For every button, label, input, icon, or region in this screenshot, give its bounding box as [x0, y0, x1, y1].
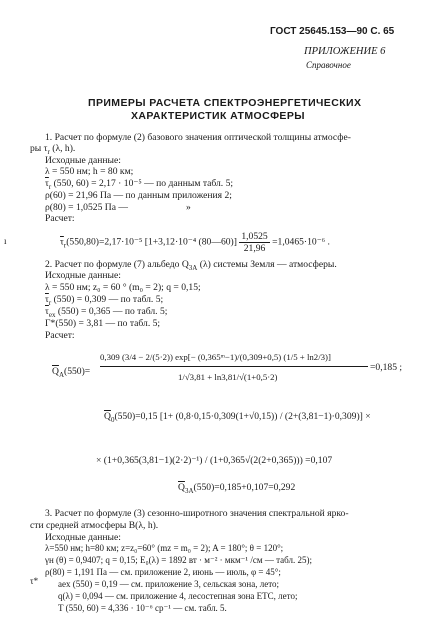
- s3-intro-1: 3. Расчет по формуле (3) сезонно-широтного значения спектральной ярко-: [45, 508, 349, 519]
- s3-data-5: q(λ) = 0,094 — см. приложение 4, лесостепная зона ЕТС, лето;: [58, 591, 298, 601]
- qa-fraction-bar: [100, 366, 368, 367]
- s3-intro-2: сти средней атмосферы B(λ, h).: [30, 520, 159, 531]
- s1-given: Исходные данные:: [45, 155, 121, 166]
- s1-intro-2: ры $\tau_r$ (λ, h).: [30, 143, 76, 156]
- s3-data-6: T (550, 60) = 4,336 · 10⁻⁶ ср⁻¹ — см. табл. 5.: [58, 603, 227, 613]
- q0-formula: $\overline{Q}_0(550)=0,15$ [1+ (0,8·0,15·0,309(1+√0,15)) / (2+(3,81−1)·0,309)] ×: [104, 411, 371, 424]
- title-line-2: ХАРАКТЕРИСТИК АТМОСФЕРЫ: [131, 110, 305, 122]
- s2-data-1: λ = 550 нм; z₀ = 60 ° (m₀ = 2); q = 0,15;: [45, 282, 201, 293]
- s3-data-4: aeх (550) = 0,19 — см. приложение 3, сельская зона, лето;: [58, 579, 280, 589]
- times-formula: × (1+0,365(3,81−1)(2·2)⁻¹) / (1+0,365√(2(2+0,365))) =0,107: [96, 455, 333, 466]
- s2-data-3: $\overline{\tau}_{ex}$ (550) = 0,365 — по табл. 5;: [45, 306, 168, 319]
- s1-formula: $\overline{\tau}_r(550,80)=2,17\cdot 10^{-5}$ [1+3,12·10⁻⁴ (80—60)] $\frac{1,0525}{21,96}$ =1,0465·10⁻⁶ .: [60, 231, 330, 254]
- s2-data-4: Γ*(550) = 3,81 — по табл. 5;: [45, 318, 161, 329]
- q3a-result: $\overline{Q}_{3A}(550)=0,185+0,107=0,292$: [178, 482, 296, 495]
- s3-data-3: ρ(80) = 1,191 Па — см. приложение 2, июнь — июль, φ = 45°;: [45, 567, 281, 577]
- title-line-1: ПРИМЕРЫ РАСЧЕТА СПЕКТРОЭНЕРГЕТИЧЕСКИХ: [88, 97, 362, 109]
- s1-intro-1: 1. Расчет по формуле (2) базового значения оптической толщины атмосфе-: [45, 132, 351, 143]
- s3-data-1: λ=550 нм; h=80 км; z=z₀=60° (mz = m₀ = 2); A = 180°; θ = 120°;: [45, 543, 284, 553]
- s2-calc: Расчет:: [45, 330, 75, 341]
- reference-label: Справочное: [306, 60, 351, 70]
- s1-calc: Расчет:: [45, 213, 75, 224]
- s2-intro: 2. Расчет по формуле (7) альбедо $Q_{3A}$ (λ) системы Земля — атмосферы.: [45, 259, 337, 272]
- qa-numerator: 0,309 (3/4 − 2/(5·2)) exp[− (0,365ᵐ−1)/(0,309+0,5) (1/5 + ln2/3)]: [100, 352, 331, 362]
- s2-data-2: $\overline{\tau}_r$ (550) = 0,309 — по табл. 5;: [45, 294, 164, 307]
- s3-given: Исходные данные:: [45, 532, 121, 543]
- s1-data-3: ρ(60) = 21,96 Па — по данным приложения 2;: [45, 190, 232, 201]
- appendix-label: ПРИЛОЖЕНИЕ 6: [304, 46, 386, 57]
- margin-mark: ı: [4, 236, 7, 246]
- qa-denominator: 1/√3,81 + ln3,81/√(1+0,5·2): [178, 372, 278, 382]
- s1-data-1: λ = 550 нм; h = 80 км;: [45, 166, 134, 177]
- star-mark: τ*: [30, 576, 39, 586]
- s2-given: Исходные данные:: [45, 270, 121, 281]
- s1-data-4: ρ(80) = 1,0525 Па — »: [45, 202, 191, 213]
- s3-data-2: γн (θ) = 0,9407; q = 0,15; E₀(λ) = 1892 вт · м⁻² · мкм⁻¹ /см — табл. 25);: [45, 555, 312, 565]
- qa-result: =0,185 ;: [370, 362, 403, 373]
- s1-data-2: $\overline{\tau}_r$ (550, 60) = 2,17 · 10⁻⁵ — по данным табл. 5;: [45, 178, 234, 191]
- qa-left: $\overline{Q}_A(550)=$: [52, 366, 91, 379]
- gost-header: ГОСТ 25645.153—90 С. 65: [270, 26, 395, 37]
